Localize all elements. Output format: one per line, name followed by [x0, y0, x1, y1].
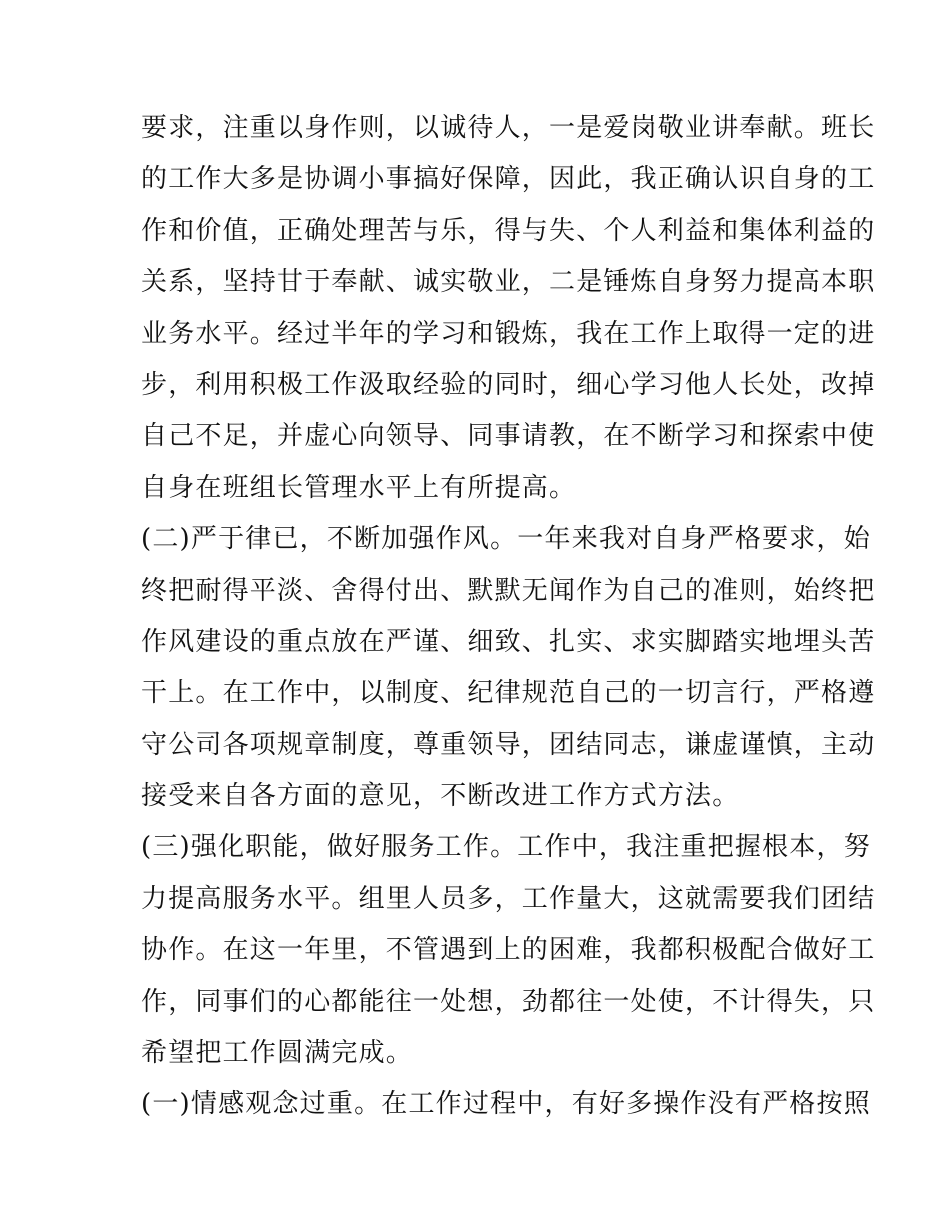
text-line: 作风建设的重点放在严谨、细致、扎实、求实脚踏实地埋头苦 [141, 626, 876, 657]
text-line: 自身在班组长管理水平上有所提高。 [141, 472, 577, 503]
text-line: 协作。在这一年里，不管遇到上的困难，我都积极配合做好工 [141, 935, 876, 966]
text-line: 作，同事们的心都能往一处想，劲都往一处使，不计得失，只 [141, 986, 876, 1017]
text-line: 作和价值，正确处理苦与乐，得与失、个人利益和集体利益的 [141, 215, 876, 246]
text-line: 力提高服务水平。组里人员多，工作量大，这就需要我们团结 [141, 883, 876, 914]
body-text [141, 103, 876, 1131]
text-line: 希望把工作圆满完成。 [141, 1038, 414, 1069]
text-line: 要求，注重以身作则，以诚待人，一是爱岗敬业讲奉献。班长 [141, 113, 876, 143]
text-line: 的工作大多是协调小事搞好保障，因此，我正确认识自身的工 [141, 164, 876, 195]
text-line: 守公司各项规章制度，尊重领导，团结同志，谦虚谨慎，主动 [141, 729, 876, 760]
text-line: 步，利用积极工作汲取经验的同时，细心学习他人长处，改掉 [141, 369, 876, 400]
text-line: 终把耐得平淡、舍得付出、默默无闻作为自己的准则，始终把 [141, 575, 876, 606]
section-heading-line: (一)情感观念过重。在工作过程中，有好多操作没有严格按照 [141, 1089, 871, 1120]
text-line: 接受来自各方面的意见，不断改进工作方式方法。 [141, 781, 740, 812]
text-line: 自己不足，并虚心向领导、同事请教，在不断学习和探索中使 [141, 421, 876, 452]
text-line: 业务水平。经过半年的学习和锻炼，我在工作上取得一定的进 [141, 318, 876, 349]
section-heading-line: (三)强化职能，做好服务工作。工作中，我注重把握根本，努 [141, 832, 871, 863]
section-heading-line: (二)严于律已，不断加强作风。一年来我对自身严格要求，始 [141, 524, 871, 555]
text-line: 干上。在工作中，以制度、纪律规范自己的一切言行，严格遵 [141, 678, 876, 709]
text-line: 关系，坚持甘于奉献、诚实敬业，二是锤炼自身努力提高本职 [141, 267, 876, 298]
